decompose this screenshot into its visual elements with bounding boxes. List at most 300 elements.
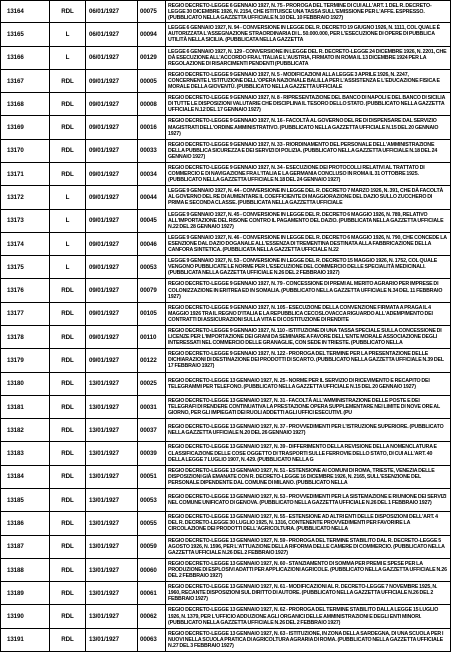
- record-number-cell: [0, 23, 50, 45]
- table-row: [0, 326, 451, 349]
- act-type: RDL: [61, 100, 74, 108]
- act-number: 00005: [140, 77, 157, 85]
- act-date-cell: [86, 23, 138, 45]
- act-type-cell: [50, 326, 86, 348]
- act-number: 00031: [140, 403, 157, 411]
- act-date: 13/01/1927: [89, 636, 119, 644]
- act-number-cell: [138, 466, 166, 488]
- act-number: 00062: [140, 613, 157, 621]
- act-description-cell: [166, 279, 451, 301]
- act-type-cell: [50, 93, 86, 115]
- act-type-cell: [50, 373, 86, 395]
- act-number: 00045: [140, 217, 157, 225]
- table-row: [0, 536, 451, 559]
- act-number: 00061: [140, 589, 157, 597]
- act-date: 09/01/1927: [89, 310, 119, 318]
- act-date: 06/01/1927: [89, 54, 119, 62]
- record-number-cell: [0, 536, 50, 558]
- record-number: 13164: [7, 8, 24, 16]
- act-date: 09/01/1927: [89, 170, 119, 178]
- record-number: 13178: [7, 333, 24, 341]
- act-date-cell: [86, 605, 138, 627]
- act-type: L: [65, 54, 70, 62]
- act-description: REGIO DECRETO-LEGGE 13 GENNAIO 1927, N. 60 - STANZIAMENTO DI SOMMA PER PREMI E SPESE PER LA PRODUZIONE DI ESPLOSIVI ADATTI PER APPLICAZIONI AGRICOLE. (PUBBLICATO NELLA GAZZETTA UFFICIALE N.26 DEL 2 FEBBRAIO 1927): [168, 560, 447, 580]
- act-type-cell: [50, 442, 86, 464]
- act-number-cell: [138, 582, 166, 604]
- act-number: 00060: [140, 566, 157, 574]
- table-row: [0, 559, 451, 582]
- act-date-cell: [86, 116, 138, 138]
- act-description: REGIO DECRETO-LEGGE 9 GENNAIO 1927, N. 16 - FACOLTÀ AL GOVERNO DEL RE DI DISPENSARE DAL SERVIZIO MAGISTRATI DELL'ORDINE AMMINISTRATIVO. (PUBBLICATO NELLA GAZZETTA UFFICIALE N.15 DEL 20 GENNAIO 1927): [168, 118, 439, 137]
- record-number-cell: [0, 489, 50, 511]
- act-date: 13/01/1927: [89, 380, 119, 388]
- act-date-cell: [86, 1, 138, 22]
- record-number-cell: [0, 116, 50, 138]
- record-number: 13180: [7, 380, 24, 388]
- act-description: REGIO DECRETO-LEGGE 9 GENNAIO 1927, N. 79 - CONCESSIONE DI PREMI AL MERITO AGRARIO PER IMPRESE DI COLONIZZAZIONE IN ERITREA ED IN SOMALIA. (PUBBLICATO NELLA GAZZETTA UFFICIALE N.34 DEL 11 FEBBRAIO 1927): [168, 281, 443, 300]
- record-number-cell: [0, 605, 50, 627]
- act-description-cell: [166, 629, 451, 651]
- act-description-cell: [166, 442, 451, 464]
- table-row: [0, 163, 451, 186]
- record-number: 13179: [7, 356, 24, 364]
- act-date: 13/01/1927: [89, 543, 119, 551]
- act-type-cell: [50, 186, 86, 208]
- act-description: REGIO DECRETO-LEGGE 9 GENNAIO 1927, N. 34 - ESECUZIONE DEI PROTOCOLLI RELATIVI AL TRATTATO DI COMMERCIO E DI NAVIGAZIONE FRA L'ITALIA E LA GERMANIA CONCLUSO IN ROMA IL 31 OTTOBRE 1925. (PUBBLICATO NELLA GAZZETTA UFFICIALE N.18 DEL 24 GENNAIO 1927): [168, 165, 425, 184]
- act-description-cell: [166, 1, 451, 22]
- table-row: [0, 373, 451, 396]
- act-type: L: [65, 263, 70, 271]
- act-date-cell: [86, 489, 138, 511]
- act-date: 06/01/1927: [89, 30, 119, 38]
- act-number: 00129: [140, 54, 157, 62]
- record-number-cell: [0, 582, 50, 604]
- act-date: 09/01/1927: [89, 356, 119, 364]
- table-row: [0, 629, 451, 652]
- act-type-cell: [50, 512, 86, 534]
- act-date-cell: [86, 233, 138, 255]
- act-type-cell: [50, 279, 86, 301]
- act-type: RDL: [61, 287, 74, 295]
- act-number: 00094: [140, 30, 157, 38]
- act-type-cell: [50, 233, 86, 255]
- act-date-cell: [86, 349, 138, 371]
- act-description: LEGGE 9 GENNAIO 1927, N. 44 - CONVERSIONE IN LEGGE DEL R. DECRETO 7 MARZO 1926, N. 391, CHE DÀ FACOLTÀ AL GOVERNO DEL RE DI AUMENTARE IL COEFFICIENTE DI MAGGIORAZIONE DEL DAZIO SULLO ZUCCHERO DI PRIMA E SECONDA CLASSE. (PUBBLICATA NELLA GAZZETTA UFFICIALE: [168, 188, 444, 207]
- act-number-cell: [138, 93, 166, 115]
- act-description: REGIO DECRETO-LEGGE 9 GENNAIO 1927, N. 8 - RIPRESENTAZIONE DEL BANCO DI NAPOLI E DEL BANCO DI SICILIA DI TUTTE LE DISPOSIZIONI VALUTARIE CHE DISCIPLINA IL TESORO DELLO STATO. (PUBBLICATO NELLA GAZZETTA UFFICIALE N.12 DEL 17 GENNAIO 1927): [168, 95, 446, 114]
- record-number: 13182: [7, 426, 24, 434]
- act-description: REGIO DECRETO-LEGGE 13 GENNAIO 1927, N. 59 - PROROGA DEL TERMINE STABILITO DAL R. DECRETO-LEGGE 5 AGOSTO 1926, N. 1596, PER L'ATTUAZIONE DELLA RIFORMA DELLE CAMERE DI COMMERCIO. (PUBBLICATO NELLA GAZZETTA UFFICIALE N.26 DEL 2 FEBBRAIO 1927): [168, 537, 445, 556]
- table-row: [0, 466, 451, 489]
- record-number-cell: [0, 47, 50, 69]
- record-number: 13165: [7, 30, 24, 38]
- act-type: RDL: [61, 124, 74, 132]
- act-number: 00037: [140, 426, 157, 434]
- act-type: RDL: [61, 473, 74, 481]
- act-number-cell: [138, 489, 166, 511]
- table-row: [0, 256, 451, 279]
- act-type: RDL: [61, 380, 74, 388]
- act-number: 00053: [140, 496, 157, 504]
- act-date-cell: [86, 140, 138, 162]
- act-type-cell: [50, 163, 86, 185]
- act-date-cell: [86, 536, 138, 558]
- act-description-cell: [166, 489, 451, 511]
- record-number: 13186: [7, 519, 24, 527]
- act-type-cell: [50, 140, 86, 162]
- act-date: 13/01/1927: [89, 613, 119, 621]
- act-description: REGIO DECRETO-LEGGE 13 GENNAIO 1927, N. 53 - PROVVEDIMENTI PER LA SISTEMAZIONE E RIUNIONE DEI SERVIZI NEL COMUNE UNIFICATO DI GENOVA. (PUBBLICATO NELLA GAZZETTA UFFICIALE N.26 DEL 1 FEBBRAIO 1927): [168, 494, 447, 507]
- act-number: 00055: [140, 519, 157, 527]
- act-number: 00034: [140, 170, 157, 178]
- act-number: 00033: [140, 147, 157, 155]
- table-row: [0, 396, 451, 419]
- act-number-cell: [138, 279, 166, 301]
- act-description-cell: [166, 349, 451, 371]
- record-number-cell: [0, 512, 50, 534]
- act-description-cell: [166, 396, 451, 418]
- act-description-cell: [166, 582, 451, 604]
- act-date: 09/01/1927: [89, 287, 119, 295]
- record-number: 13167: [7, 77, 24, 85]
- record-number: 13168: [7, 100, 24, 108]
- act-date-cell: [86, 582, 138, 604]
- act-date-cell: [86, 326, 138, 348]
- act-date-cell: [86, 210, 138, 232]
- record-number-cell: [0, 303, 50, 325]
- act-date-cell: [86, 466, 138, 488]
- act-description-cell: [166, 536, 451, 558]
- act-type: RDL: [61, 613, 74, 621]
- act-number-cell: [138, 210, 166, 232]
- act-number: 00025: [140, 380, 157, 388]
- act-date: 09/01/1927: [89, 217, 119, 225]
- record-number: 13174: [7, 240, 24, 248]
- act-type-cell: [50, 303, 86, 325]
- record-number: 13187: [7, 543, 24, 551]
- act-number: 00063: [140, 636, 157, 644]
- act-type: RDL: [61, 636, 74, 644]
- act-number: 00122: [140, 356, 157, 364]
- act-description: LEGGE 9 GENNAIO 1927, N. 53 - CONVERSIONE IN LEGGE DEL R. DECRETO 15 MAGGIO 1926, N. 1752, COL QUALE VENGONO PUBBLICATE LE NORME PER L'ESECUZIONE DEL COMMERCIO DELLE SPECIALITÀ MEDICINALI. (PUBBLICATA NELLA GAZZETTA UFFICIALE N.26 DEL 2 FEBBRAIO 1927): [168, 258, 438, 277]
- act-type: RDL: [61, 566, 74, 574]
- record-number-cell: [0, 233, 50, 255]
- record-number-cell: [0, 349, 50, 371]
- act-date-cell: [86, 70, 138, 92]
- act-date-cell: [86, 629, 138, 651]
- act-description: REGIO DECRETO-LEGGE 13 GENNAIO 1927, N. 37 - PROVVEDIMENTI PER L'ISTRUZIONE SUPERIORE. (PUBBLICATO NELLA GAZZETTA UFFICIALE N.20 DEL 26 GENNAIO 1927): [168, 424, 444, 437]
- act-number: 00079: [140, 287, 157, 295]
- act-number-cell: [138, 605, 166, 627]
- act-date-cell: [86, 419, 138, 441]
- record-number-cell: [0, 326, 50, 348]
- act-number: 00008: [140, 100, 157, 108]
- table-row: [0, 140, 451, 163]
- record-number-cell: [0, 629, 50, 651]
- act-number-cell: [138, 629, 166, 651]
- act-description: REGIO DECRETO-LEGGE 6 GENNAIO 1927, N. 75 - PROROGA DEL TERMINE DI CUI ALL'ART. 1 DEL R. DECRETO-LEGGE 30 DICEMBRE 1926, N. 2154, CHE ISTITUISCE UNA TASSA SULL'EMISSIONE PER L'AFFE. ESPRESSO. (PUBBLICATO NELLA GAZZETTA UFFICIALE N.10 DEL 10 FEBBRAIO 1927): [168, 2, 432, 21]
- act-type-cell: [50, 256, 86, 278]
- act-number: 00039: [140, 450, 157, 458]
- record-number: 13183: [7, 450, 24, 458]
- record-number-cell: [0, 210, 50, 232]
- record-number: 13184: [7, 473, 24, 481]
- act-type: RDL: [61, 426, 74, 434]
- table-row: [0, 0, 451, 23]
- act-type: RDL: [61, 147, 74, 155]
- act-number-cell: [138, 396, 166, 418]
- act-description-cell: [166, 210, 451, 232]
- act-number-cell: [138, 186, 166, 208]
- act-description-cell: [166, 512, 451, 534]
- act-type-cell: [50, 349, 86, 371]
- act-date: 09/01/1927: [89, 333, 119, 341]
- act-description-cell: [166, 256, 451, 278]
- act-description: REGIO DECRETO-LEGGE 9 GENNAIO 1927, N. 33 - RIORDINAMENTO DEL PERSONALE DELL'AMMINISTRAZIONE DELLA PUBBLICA SICUREZZA E DEI SERVIZI DI POLIZIA. (PUBBLICATO NELLA GAZZETTA UFFICIALE N.18 DEL 24 GENNAIO 1927): [168, 141, 438, 160]
- table-row: [0, 489, 451, 512]
- act-description-cell: [166, 303, 451, 325]
- record-number: 13185: [7, 496, 24, 504]
- record-number-cell: [0, 93, 50, 115]
- act-number-cell: [138, 442, 166, 464]
- act-description-cell: [166, 23, 451, 45]
- act-number-cell: [138, 349, 166, 371]
- table-row: [0, 116, 451, 139]
- act-date: 13/01/1927: [89, 566, 119, 574]
- act-type: L: [65, 193, 70, 201]
- act-type: RDL: [61, 403, 74, 411]
- act-date-cell: [86, 163, 138, 185]
- act-type: RDL: [61, 333, 74, 341]
- act-number-cell: [138, 47, 166, 69]
- record-number-cell: [0, 140, 50, 162]
- act-date: 09/01/1927: [89, 147, 119, 155]
- act-type: RDL: [61, 310, 74, 318]
- record-number-cell: [0, 1, 50, 22]
- act-description-cell: [166, 70, 451, 92]
- act-date-cell: [86, 559, 138, 581]
- act-description-cell: [166, 419, 451, 441]
- act-type: L: [65, 30, 70, 38]
- act-description: REGIO DECRETO-LEGGE 13 GENNAIO 1927, N. 63 - ISTITUZIONE, IN ZONA DELLA SARDEGNA, DI UNA SCUOLA PER I NUOVI NELLA SCUOLA PRATICA DI AGRICOLTURA AGRARIA DI ROMA. (PUBBLICATO NELLA GAZZETTA UFFICIALE N.27 DEL 3 FEBBRAIO 1927): [168, 630, 444, 649]
- record-number: 13173: [7, 217, 24, 225]
- record-number-cell: [0, 70, 50, 92]
- act-number-cell: [138, 1, 166, 22]
- act-date: 09/01/1927: [89, 100, 119, 108]
- record-number: 13176: [7, 287, 24, 295]
- act-type-cell: [50, 536, 86, 558]
- act-description: LEGGE 6 GENNAIO 1927, N. 94 - CONVERSIONE IN LEGGE DEL R. DECRETO 19 GIUGNO 1926, N. 1111, COL QUALE È AUTORIZZATA L'ASSEGNAZIONE STRAORDINARIA DI L. 50.000.000, PER L'ESECUZIONE DI OPERE DI PUBBLICA UTILITÀ NELLA SICILIA. (PUBBLICATA NELLA GAZZETTA: [168, 25, 440, 44]
- act-date-cell: [86, 373, 138, 395]
- record-number-cell: [0, 186, 50, 208]
- act-number-cell: [138, 163, 166, 185]
- act-date-cell: [86, 256, 138, 278]
- act-date-cell: [86, 512, 138, 534]
- act-description: REGIO DECRETO-LEGGE 13 GENNAIO 1927, N. 61 - MODIFICAZIONI AL R. DECRETO-LEGGE 7 NOVEMBRE 1925, N. 1960, RECANTE DISPOSIZIONI SUL DIRITTO DI AUTORE. (PUBBLICATO NELLA GAZZETTA UFFICIALE N.26 DEL 2 FEBBRAIO 1927): [168, 584, 438, 603]
- act-number: 00105: [140, 310, 157, 318]
- act-date: 09/01/1927: [89, 193, 119, 201]
- act-type: RDL: [61, 589, 74, 597]
- table-row: [0, 23, 451, 46]
- act-date: 09/01/1927: [89, 77, 119, 85]
- act-type: RDL: [61, 8, 74, 16]
- record-number: 13172: [7, 193, 24, 201]
- act-type-cell: [50, 605, 86, 627]
- act-number-cell: [138, 419, 166, 441]
- act-type: L: [65, 217, 70, 225]
- act-type: RDL: [61, 356, 74, 364]
- act-date-cell: [86, 93, 138, 115]
- act-number-cell: [138, 536, 166, 558]
- act-type-cell: [50, 1, 86, 22]
- record-number: 13181: [7, 403, 24, 411]
- act-date: 13/01/1927: [89, 450, 119, 458]
- table-row: [0, 303, 451, 326]
- act-date: 13/01/1927: [89, 403, 119, 411]
- table-row: [0, 186, 451, 209]
- act-number-cell: [138, 140, 166, 162]
- record-number: 13171: [7, 170, 24, 178]
- act-number: 00051: [140, 473, 157, 481]
- act-description: REGIO DECRETO-LEGGE 9 GENNAIO 1927, N. 110 - ISTITUZIONE DI UNA TASSA SPECIALE SULLA CONCESSIONE DI LICENZE PER L'IMPORTAZIONE DEI GRANI DA SEMINARE A FAVORE DELL'ENTE MORALE ASSOCIAZIONE DEGLI INTERESSATI NEL COMMERCIO DELLE GRANAGLIE, CON SEDE IN TRIESTE. (PUBBLICATO NELLA: [168, 328, 442, 347]
- table-row: [0, 47, 451, 70]
- act-date: 13/01/1927: [89, 426, 119, 434]
- act-description-cell: [166, 163, 451, 185]
- act-number: 00053: [140, 263, 157, 271]
- act-description-cell: [166, 605, 451, 627]
- act-description-cell: [166, 233, 451, 255]
- act-description-cell: [166, 116, 451, 138]
- table-row: [0, 279, 451, 302]
- act-date: 13/01/1927: [89, 496, 119, 504]
- act-type: RDL: [61, 170, 74, 178]
- table-row: [0, 442, 451, 465]
- act-description: REGIO DECRETO-LEGGE 9 GENNAIO 1927, N. 105 - ESECUZIONE DELLA CONVENZIONE FIRMATA A PRAGA IL 4 MAGGIO 1926 TRA IL REGNO D'ITALIA E LA REPUBBLICA CECOSLOVACCA RIGUARDO ALL'ADEMPIMENTO DEI CONTRATTI DI ASSICURAZIONI SULLA VITA E DI COSTITUZIONE DI RENDITE: [168, 304, 433, 323]
- record-number-cell: [0, 279, 50, 301]
- act-number-cell: [138, 256, 166, 278]
- act-date-cell: [86, 47, 138, 69]
- record-number: 13189: [7, 589, 24, 597]
- act-description-cell: [166, 559, 451, 581]
- act-date: 13/01/1927: [89, 473, 119, 481]
- act-description-cell: [166, 466, 451, 488]
- act-number: 00059: [140, 543, 157, 551]
- act-description-cell: [166, 140, 451, 162]
- act-number-cell: [138, 373, 166, 395]
- record-number: 13190: [7, 613, 24, 621]
- act-type: L: [65, 240, 70, 248]
- table-row: [0, 582, 451, 605]
- act-type-cell: [50, 629, 86, 651]
- act-description-cell: [166, 186, 451, 208]
- record-number: 13166: [7, 54, 24, 62]
- record-number: 13169: [7, 124, 24, 132]
- act-date: 13/01/1927: [89, 519, 119, 527]
- act-number-cell: [138, 303, 166, 325]
- act-type-cell: [50, 70, 86, 92]
- table-row: [0, 70, 451, 93]
- act-type: RDL: [61, 77, 74, 85]
- act-description-cell: [166, 373, 451, 395]
- act-date: 13/01/1927: [89, 589, 119, 597]
- act-type-cell: [50, 116, 86, 138]
- table-row: [0, 349, 451, 372]
- act-type-cell: [50, 419, 86, 441]
- record-number: 13175: [7, 263, 24, 271]
- record-number: 13191: [7, 636, 24, 644]
- act-number: 00016: [140, 124, 157, 132]
- act-description: LEGGE 6 GENNAIO 1927, N. 129 - CONVERSIONE IN LEGGE DEL R. DECRETO-LEGGE 24 DICEMBRE 1926, N. 2201, CHE DÀ ESECUZIONE ALL'ACCORDO FRA L'ITALIA E L'AUSTRIA, FIRMATO IN ROMA IL 13 DICEMBRE 1924 PER LA REGOLAZIONE DI RISARCIMENTI PENDENTI (PUBBLICATA: [168, 48, 447, 67]
- record-number-cell: [0, 442, 50, 464]
- act-type-cell: [50, 466, 86, 488]
- act-description: REGIO DECRETO-LEGGE 13 GENNAIO 1927, N. 31 - FACOLTÀ ALL'AMMINISTRAZIONE DELLE POSTE E DEI TELEGRAFI DI RENDERE CONTINUATIVA LA PRESTAZIONE OPERA SUPPLEMENTARE NEI LIMITE DI NOVE ORE AL GIORNO, PER GLI IMPIEGATI DEI RUOLI ADDETTI AGLI UFFICI ESECUTIVI. (PU: [168, 397, 440, 417]
- table-row: [0, 93, 451, 116]
- record-number-cell: [0, 419, 50, 441]
- table-row: [0, 419, 451, 442]
- record-number-cell: [0, 466, 50, 488]
- act-type-cell: [50, 396, 86, 418]
- act-description: LEGGE 9 GENNAIO 1927, N. 45 - CONVERSIONE IN LEGGE DEL R. DECRETO 6 MAGGIO 1926, N. 789, RELATIVO ALL'IMPORTAZIONE DEL RISONE CONTRO IL PAGAMENTO DEL DAZIO. (PUBBLICATA NELLA GAZZETTA UFFICIALE N.22 DEL 28 GENNAIO 1927): [168, 211, 444, 230]
- act-number-cell: [138, 326, 166, 348]
- act-number: 00110: [140, 333, 157, 341]
- record-number-cell: [0, 256, 50, 278]
- record-number-cell: [0, 396, 50, 418]
- act-number: 00046: [140, 240, 157, 248]
- act-number: 00075: [140, 8, 157, 16]
- act-description-cell: [166, 47, 451, 69]
- act-type-cell: [50, 559, 86, 581]
- record-number-cell: [0, 373, 50, 395]
- act-date-cell: [86, 303, 138, 325]
- act-type: RDL: [61, 519, 74, 527]
- act-type-cell: [50, 47, 86, 69]
- act-number-cell: [138, 70, 166, 92]
- act-number-cell: [138, 512, 166, 534]
- act-date: 06/01/1927: [89, 8, 119, 16]
- table-row: [0, 210, 451, 233]
- act-description: REGIO DECRETO-LEGGE 9 GENNAIO 1927, N. 122 - PROROGA DEL TERMINE PER LA PRESENTAZIONE DELLE DICHIARAZIONI DI DESTINAZIONE DEI PRODOTTI DI SCARTO. (PUBBLICATO NELLA GAZZETTA UFFICIALE N.39 DEL 17 FEBBRAIO 1927): [168, 351, 444, 370]
- record-number-cell: [0, 163, 50, 185]
- act-type-cell: [50, 582, 86, 604]
- act-type-cell: [50, 489, 86, 511]
- act-type-cell: [50, 210, 86, 232]
- act-description: REGIO DECRETO-LEGGE 13 GENNAIO 1927, N. 25 - NORME PER IL SERVIZIO DI RICEVIMENTO E RECAPITO DEI TELEGRAMMI PER TELEFONO. (PUBBLICATO NELLA GAZZETTA UFFICIALE N.15 DEL 20 GENNAIO 1927): [168, 377, 430, 390]
- record-number: 13170: [7, 147, 24, 155]
- act-date: 09/01/1927: [89, 263, 119, 271]
- act-date-cell: [86, 186, 138, 208]
- act-number-cell: [138, 116, 166, 138]
- act-date-cell: [86, 442, 138, 464]
- act-description-cell: [166, 326, 451, 348]
- act-type: RDL: [61, 496, 74, 504]
- act-description: REGIO DECRETO-LEGGE 13 GENNAIO 1927, N. 55 - ESTENSIONE AD ALTRI ENTI DELLE DISPOSIZIONI DELL'ART. 4 DEL R. DECRETO-LEGGE 30 LUGLIO 1925, N. 1316, CONTENENTE PROVVEDIMENTI PER FAVORIRE LA CIRCOLAZIONE DEI PRODOTTI DELL'AGRICOLTURA. (PUBBLICATO NELLA: [168, 514, 438, 533]
- act-number-cell: [138, 23, 166, 45]
- act-type-cell: [50, 23, 86, 45]
- act-description: REGIO DECRETO-LEGGE 13 GENNAIO 1927, N. 62 - PROROGA DEL TERMINE STABILITO DALLA LEGGE 15 LUGLIO 1926, N. 1379, PER L'UFFICIO ADDUZIONE AGLI ORGANICI DELLE AMMINISTRAZIONI E DEGLI ENTI MINORI. (PUBBLICATO NELLA GAZZETTA UFFICIALE N.26 DEL 2 FEBBRAIO 1927): [168, 607, 439, 626]
- table-row: [0, 233, 451, 256]
- act-description: LEGGE 9 GENNAIO 1927, N. 46 - CONVERSIONE IN LEGGE DEL R. DECRETO 6 MAGGIO 1926, N. 790, CHE CONCEDE LA ESENZIONE DAL DAZIO DOGANALE ALL'ESSENZA DI TREMENTINA DESTINATA ALLA FABBRICAZIONE DELLA CANFORA SINTETICA. (PUBBLICATA NELLA GAZZETTA UFFICIALE N.22: [168, 234, 447, 254]
- act-type: RDL: [61, 543, 74, 551]
- act-description: REGIO DECRETO-LEGGE 13 GENNAIO 1927, N. 51 - ESTENSIONE AI COMUNI DI ROMA, TRIESTE, VENEZIA DELLE DISPOSIZIONI GIÀ EMANATE CON R. DECRETO-LEGGE 16 DICEMBRE 1926, N. 2165, SULL'ESENZIONE DEL PERSONALE DIPENDENTE DAL COMUNE DI MILANO. (PUBBLICATO NELLA: [168, 467, 435, 486]
- table-row: [0, 605, 451, 628]
- act-date: 09/01/1927: [89, 124, 119, 132]
- record-number: 13188: [7, 566, 24, 574]
- act-description-cell: [166, 93, 451, 115]
- act-type: RDL: [61, 450, 74, 458]
- table-row: [0, 512, 451, 535]
- record-number-cell: [0, 559, 50, 581]
- record-number: 13177: [7, 310, 24, 318]
